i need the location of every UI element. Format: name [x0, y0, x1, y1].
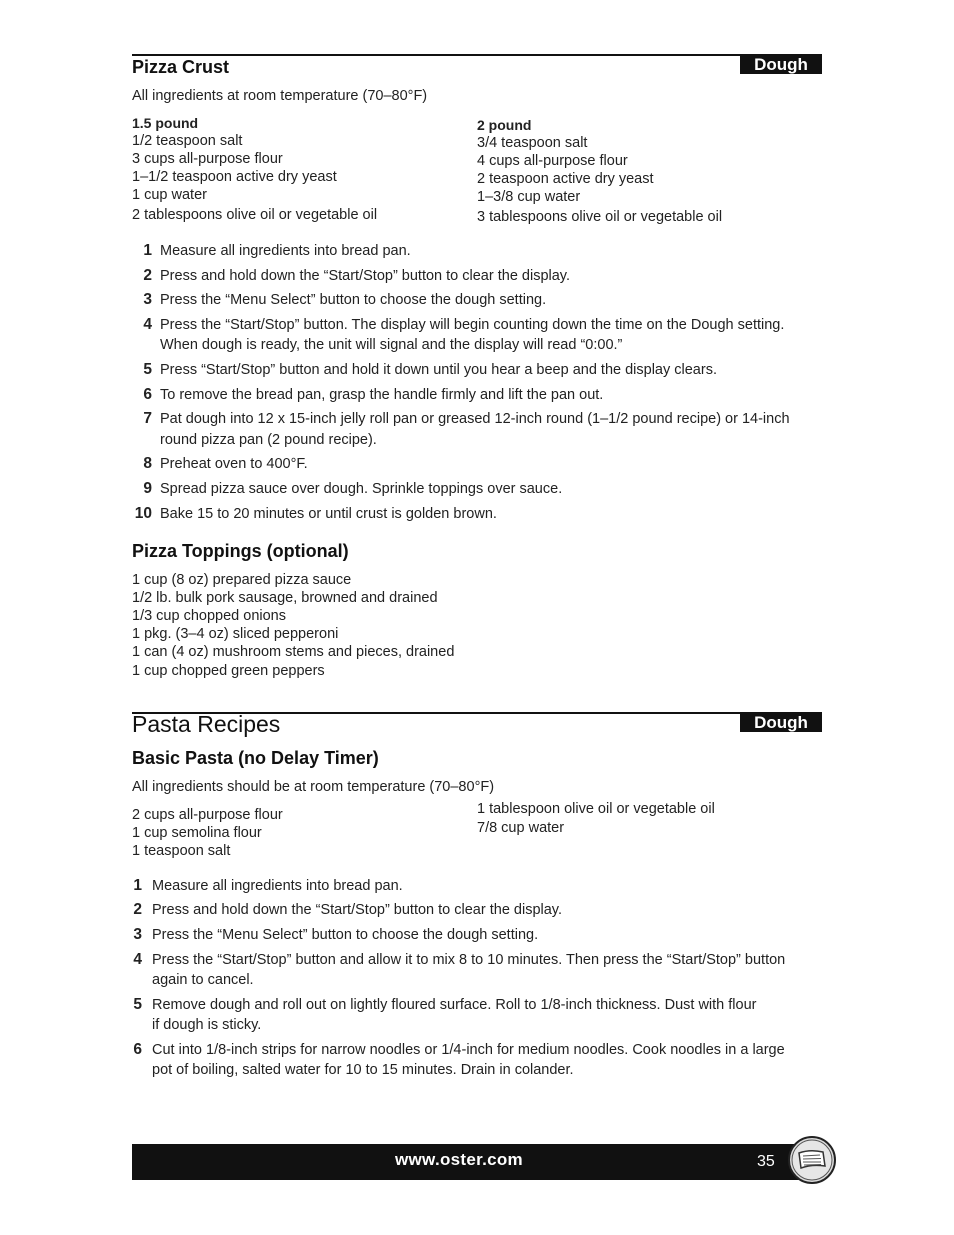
ingredients-heading: 1.5 pound: [132, 115, 199, 131]
step-number: 2: [133, 901, 142, 918]
website-url: www.oster.com: [395, 1150, 523, 1169]
step-text: Measure all ingredients into bread pan.: [160, 243, 411, 259]
topping-item: 1 cup (8 oz) prepared pizza sauce: [132, 572, 352, 588]
dough-badge: Dough: [740, 55, 822, 74]
pasta-ingredients-col-2: [477, 800, 715, 837]
step-text: Press and hold down the “Start/Stop” button to clear the display.: [160, 268, 570, 284]
topping-item: 1 pkg. (3–4 oz) sliced pepperoni: [132, 626, 339, 642]
step-text: Press the “Start/Stop” button. The display will begin counting down the time on the Dough setting.: [160, 317, 785, 333]
pizza-crust-title: Pizza Crust: [132, 57, 230, 77]
step-number: 5: [133, 996, 142, 1013]
step-text: pot of boiling, salted water for 10 to 15 minutes. Drain in colander.: [152, 1062, 574, 1078]
section-rule: [132, 54, 822, 56]
recipe-book-icon: [788, 1136, 836, 1184]
ingredient-item: 2 cups all-purpose flour: [132, 807, 283, 823]
ingredient-item: 1/2 teaspoon salt: [132, 133, 243, 149]
step-text: Cut into 1/8-inch strips for narrow noodles or 1/4-inch for medium noodles. Cook noodles in a large: [152, 1042, 785, 1058]
step-number: 10: [134, 505, 152, 522]
ingredient-item: 1 cup semolina flour: [132, 825, 262, 841]
step-text: To remove the bread pan, grasp the handle firmly and lift the pan out.: [160, 387, 604, 403]
ingredients-heading: 2 pound: [477, 117, 532, 133]
step-number: 6: [133, 1041, 142, 1058]
topping-item: 1 cup chopped green peppers: [132, 663, 325, 679]
ingredient-item: 2 tablespoons olive oil or vegetable oil: [132, 207, 378, 223]
step-text: When dough is ready, the unit will signal and the display will read “0:00.”: [160, 337, 623, 353]
page-number: 35: [757, 1153, 775, 1170]
ingredient-item: 1 cup water: [132, 187, 207, 203]
step-text: round pizza pan (2 pound recipe).: [160, 432, 377, 448]
ingredient-item: 1–3/8 cup water: [477, 189, 581, 205]
step-number: 1: [143, 242, 152, 259]
step-text: Preheat oven to 400°F.: [160, 456, 308, 472]
step-number: 3: [143, 291, 152, 308]
step-text: Pat dough into 12 x 15-inch jelly roll pan or greased 12-inch round (1–1/2 pound recipe) or 14-inch: [160, 411, 790, 427]
step-text: if dough is sticky.: [152, 1017, 262, 1033]
ingredient-item: 3/4 teaspoon salt: [477, 135, 588, 151]
step-text: Spread pizza sauce over dough. Sprinkle toppings over sauce.: [160, 481, 563, 497]
step-text: Measure all ingredients into bread pan.: [152, 878, 403, 894]
pizza-crust-note: All ingredients at room temperature (70–80°F): [132, 88, 428, 104]
step-number: 8: [143, 455, 152, 472]
step-text: Bake 15 to 20 minutes or until crust is golden brown.: [160, 506, 497, 522]
step-text: Remove dough and roll out on lightly floured surface. Roll to 1/8-inch thickness. Dust with flour: [152, 997, 757, 1013]
step-number: 2: [143, 267, 152, 284]
ingredient-item: 1 tablespoon olive oil or vegetable oil: [477, 801, 715, 817]
pasta-note: All ingredients should be at room temperature (70–80°F): [132, 779, 495, 795]
topping-item: 1 can (4 oz) mushroom stems and pieces, drained: [132, 644, 455, 660]
ingredients-col-2-pound: [477, 116, 722, 226]
ingredient-item: 2 teaspoon active dry yeast: [477, 171, 654, 187]
step-text: Press the “Menu Select” button to choose the dough setting.: [152, 927, 539, 943]
step-number: 1: [133, 877, 142, 894]
step-number: 4: [143, 316, 152, 333]
topping-item: 1/2 lb. bulk pork sausage, browned and drained: [132, 590, 438, 606]
step-text: Press and hold down the “Start/Stop” button to clear the display.: [152, 902, 562, 918]
ingredient-item: 7/8 cup water: [477, 820, 565, 836]
ingredient-item: 1–1/2 teaspoon active dry yeast: [132, 169, 337, 185]
toppings-list: [132, 571, 454, 680]
step-text: Press the “Menu Select” button to choose the dough setting.: [160, 292, 547, 308]
step-number: 3: [133, 926, 142, 943]
ingredient-item: 1 teaspoon salt: [132, 843, 231, 859]
pasta-ingredients-col-1: [132, 806, 283, 860]
step-number: 9: [143, 480, 152, 497]
pizza-toppings-title: Pizza Toppings (optional): [132, 541, 349, 561]
topping-item: 1/3 cup chopped onions: [132, 608, 286, 624]
ingredient-item: 4 cups all-purpose flour: [477, 153, 628, 169]
basic-pasta-subtitle: Basic Pasta (no Delay Timer): [132, 748, 379, 768]
step-number: 7: [143, 410, 152, 427]
step-text: Press the “Start/Stop” button and allow it to mix 8 to 10 minutes. Then press the “Start/Stop” button: [152, 952, 786, 968]
ingredient-item: 3 tablespoons olive oil or vegetable oil: [477, 209, 723, 225]
pasta-recipes-title: Pasta Recipes: [132, 711, 281, 737]
step-text: Press “Start/Stop” button and hold it down until you hear a beep and the display clears.: [160, 362, 717, 378]
step-text: again to cancel.: [152, 972, 254, 988]
ingredients-col-1-5-pound: [132, 114, 377, 224]
step-number: 6: [143, 386, 152, 403]
step-number: 4: [133, 951, 142, 968]
dough-badge: Dough: [740, 713, 822, 732]
step-number: 5: [143, 361, 152, 378]
ingredient-item: 3 cups all-purpose flour: [132, 151, 283, 167]
